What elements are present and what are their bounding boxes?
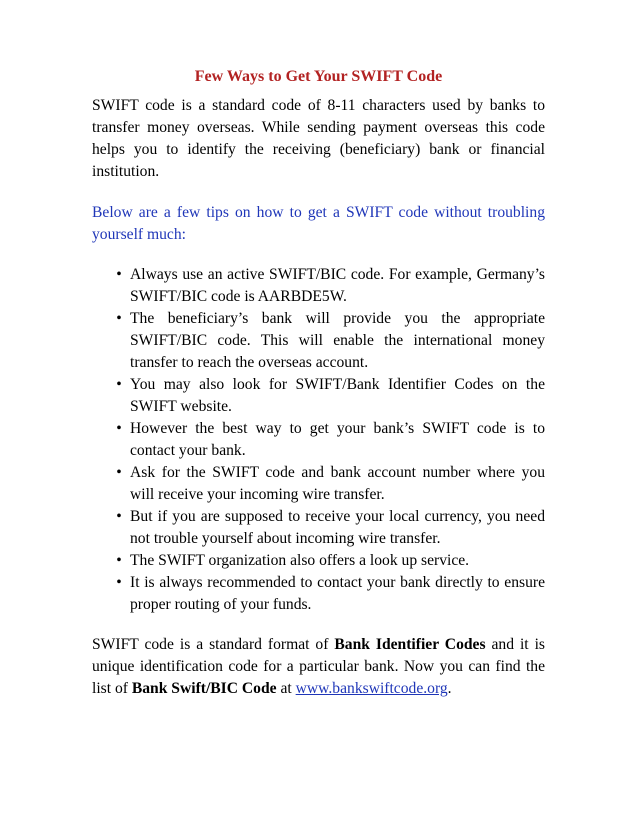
document-body [92, 66, 545, 719]
list-item-text: You may also look for SWIFT/Bank Identifier Codes on the SWIFT website. [130, 376, 545, 415]
list-item [92, 308, 545, 374]
list-item [92, 506, 545, 550]
closing-text-4: . [447, 680, 452, 697]
bullet-icon: • [116, 266, 122, 283]
list-item [92, 374, 545, 418]
list-item [92, 462, 545, 506]
bankswiftcode-link[interactable]: www.bankswiftcode.org [295, 680, 448, 697]
closing-paragraph [92, 634, 545, 700]
closing-text-2: and it is unique identification code for a particular bank. Now you can find the list of [92, 636, 545, 697]
list-item-text: It is always recommended to contact your bank directly to ensure proper routing of your funds. [130, 574, 545, 613]
intro-paragraph: SWIFT code is a standard code of 8-11 characters used by banks to transfer money overseas. While sending payment overseas this code helps you to identify the receiving (beneficiary) bank or financial institution. [92, 97, 545, 180]
bullet-icon: • [116, 376, 122, 393]
list-item-text: The beneficiary’s bank will provide you the appropriate SWIFT/BIC code. This will enable the international money transfer to reach the overseas account. [130, 310, 545, 371]
tips-intro-paragraph: Below are a few tips on how to get a SWIFT code without troubling yourself much: [92, 204, 545, 243]
closing-text-1: SWIFT code is a standard format of [92, 636, 335, 653]
list-item-text: Always use an active SWIFT/BIC code. For example, Germany’s SWIFT/BIC code is AARBDE5W. [130, 266, 545, 305]
list-item-text: The SWIFT organization also offers a look up service. [130, 552, 470, 569]
list-item-text: However the best way to get your bank’s SWIFT code is to contact your bank. [130, 420, 545, 459]
document-title: Few Ways to Get Your SWIFT Code [194, 68, 443, 85]
list-item [92, 264, 545, 308]
list-item-text: Ask for the SWIFT code and bank account number where you will receive your incoming wire transfer. [130, 464, 545, 503]
closing-text-3: at [276, 680, 296, 697]
bullet-icon: • [116, 420, 122, 437]
bullet-icon: • [116, 574, 122, 591]
bank-swift-bic-code-bold: Bank Swift/BIC Code [131, 680, 277, 697]
list-item [92, 572, 545, 616]
bullet-icon: • [116, 508, 122, 525]
list-item [92, 418, 545, 462]
bullet-icon: • [116, 552, 122, 569]
bullet-icon: • [116, 464, 122, 481]
bullet-icon: • [116, 310, 122, 327]
list-item [92, 550, 545, 572]
list-item-text: But if you are supposed to receive your local currency, you need not trouble yourself about incoming wire transfer. [130, 508, 545, 547]
bank-identifier-codes-bold: Bank Identifier Codes [334, 636, 486, 653]
tips-list [92, 264, 545, 616]
